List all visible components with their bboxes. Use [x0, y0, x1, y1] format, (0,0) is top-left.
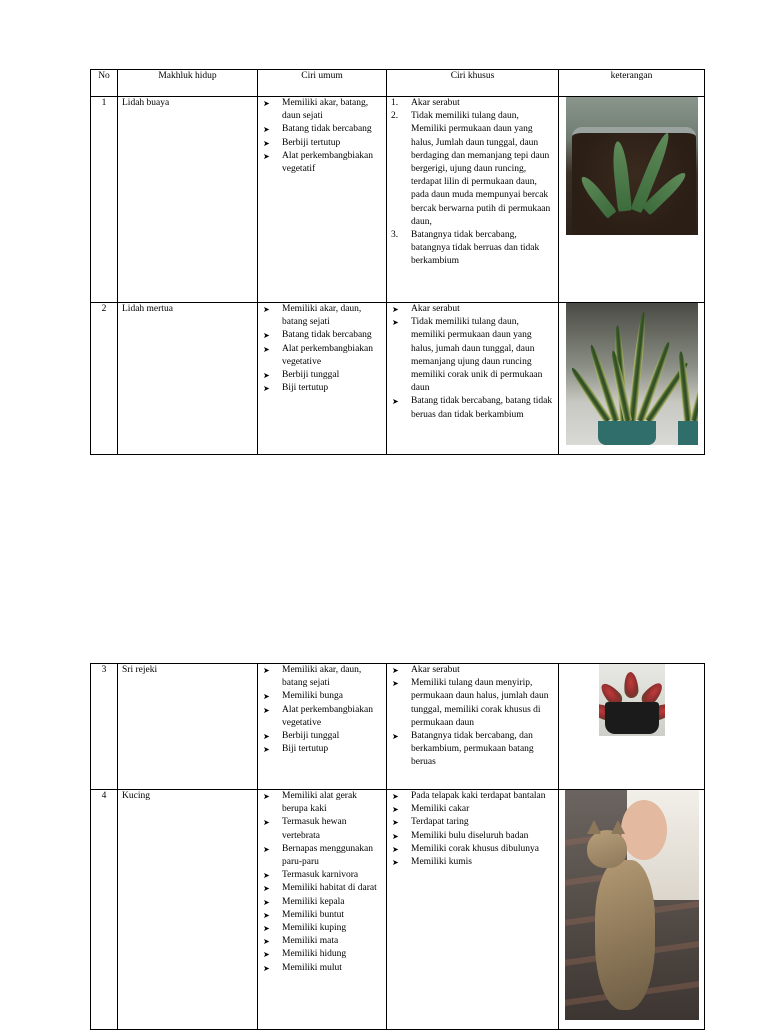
specific-traits	[387, 790, 559, 1030]
list-item: ➤ Biji tertutup	[262, 382, 382, 395]
list-item: ➤ Alat perkembangbiakan vegetative	[262, 343, 382, 369]
list-item: ➤ Pada telapak kaki terdapat bantalan	[391, 790, 554, 803]
table-row	[91, 97, 705, 303]
list-item: ➤ Memiliki hidung	[262, 948, 382, 961]
characteristics-table-page-2	[90, 663, 705, 1030]
list-item: ➤ Terdapat taring	[391, 816, 554, 829]
table-row	[91, 303, 705, 455]
snake-plant-photo	[566, 303, 698, 445]
specific-traits	[387, 664, 559, 790]
list-item: ➤ Memiliki kuping	[262, 922, 382, 935]
list-item: ➤ Bernapas menggunakan paru-paru	[262, 843, 382, 869]
list-item: ➤ Memiliki akar, batang, daun sejati	[262, 97, 382, 123]
list-item: ➤ Memiliki mata	[262, 935, 382, 948]
list-item: ➤ Berbiji tunggal	[262, 369, 382, 382]
row-number: 1	[91, 97, 118, 303]
general-traits	[258, 664, 387, 790]
list-item: ➤ Memiliki bulu diseluruh badan	[391, 830, 554, 843]
list-item: ➤ Berbiji tunggal	[262, 730, 382, 743]
aglaonema-photo	[599, 664, 665, 736]
organism-name: Lidah mertua	[118, 303, 258, 455]
list-item: ➤ Berbiji tertutup	[262, 137, 382, 150]
list-item: Akar serabut	[411, 98, 460, 108]
list-item: Tidak memiliki tulang daun, Memiliki permukaan daun yang halus, Jumlah daun tunggal, daun berdaging dan memanjang tepi daun bergerigi, ujung daun runcing, terdapat lilin di permukaan daun, pada daun muda mempunyai bercak bercak berwarna putih di permukaan daun,	[411, 111, 551, 227]
list-item: ➤ Memiliki kumis	[391, 856, 554, 869]
list-item: ➤ Memiliki bunga	[262, 690, 382, 703]
header-ciri-khusus: Ciri khusus	[387, 70, 559, 97]
photo-cell	[559, 790, 705, 1030]
characteristics-table-page-1	[90, 69, 705, 455]
list-item: ➤ Batang tidak bercabang	[262, 123, 382, 136]
header-makhluk-hidup: Makhluk hidup	[118, 70, 258, 97]
list-item: ➤ Memiliki akar, daun, batang sejati	[262, 664, 382, 690]
list-item: ➤ Akar serabut	[391, 303, 554, 316]
list-item: ➤ Termasuk hewan vertebrata	[262, 816, 382, 842]
aloe-vera-photo	[566, 97, 698, 235]
list-item: ➤ Batang tidak bercabang, batang tidak beruas dan tidak berkambium	[391, 395, 554, 421]
header-ciri-umum: Ciri umum	[258, 70, 387, 97]
list-item: ➤ Memiliki habitat di darat	[262, 882, 382, 895]
specific-traits	[387, 97, 559, 303]
row-number: 3	[91, 664, 118, 790]
list-item: ➤ Batang tidak bercabang	[262, 329, 382, 342]
list-item: ➤ Memiliki corak khusus dibulunya	[391, 843, 554, 856]
list-item: ➤ Memiliki cakar	[391, 803, 554, 816]
organism-name: Kucing	[118, 790, 258, 1030]
specific-traits	[387, 303, 559, 455]
photo-cell	[559, 664, 705, 790]
organism-name: Lidah buaya	[118, 97, 258, 303]
organism-name: Sri rejeki	[118, 664, 258, 790]
list-item: ➤ Tidak memiliki tulang daun, memiliki permukaan daun yang halus, jumah daun tunggal, daun memanjang ujung daun runcing memiliki corak unik di permukaan daun	[391, 316, 554, 395]
list-item: ➤ Alat perkembangbiakan vegetative	[262, 704, 382, 730]
list-item: ➤ Biji tertutup	[262, 743, 382, 756]
general-traits	[258, 97, 387, 303]
general-traits	[258, 790, 387, 1030]
list-item: ➤ Memiliki tulang daun menyirip, permukaan daun halus, jumlah daun tunggal, memiliki corak khusus di permukaan daun	[391, 677, 554, 730]
list-item: ➤ Memiliki mulut	[262, 962, 382, 975]
list-item: ➤ Memiliki buntut	[262, 909, 382, 922]
list-item: ➤ Alat perkembangbiakan vegetatif	[262, 150, 382, 176]
list-item: ➤ Memiliki akar, daun, batang sejati	[262, 303, 382, 329]
row-number: 4	[91, 790, 118, 1030]
list-item: ➤ Akar serabut	[391, 664, 554, 677]
header-no: No	[91, 70, 118, 97]
list-item: Batangnya tidak bercabang, batangnya tidak berruas dan tidak berkambium	[411, 230, 540, 267]
table-row	[91, 790, 705, 1030]
table-row	[91, 664, 705, 790]
photo-cell	[559, 97, 705, 303]
list-item: ➤ Memiliki kepala	[262, 896, 382, 909]
row-number: 2	[91, 303, 118, 455]
table-header-row	[91, 70, 705, 97]
general-traits	[258, 303, 387, 455]
cat-photo	[565, 790, 699, 1020]
photo-cell	[559, 303, 705, 455]
list-item: ➤ Batangnya tidak bercabang, dan berkambium, permukaan batang beruas	[391, 730, 554, 770]
list-item: ➤ Termasuk karnivora	[262, 869, 382, 882]
list-item: ➤ Memiliki alat gerak berupa kaki	[262, 790, 382, 816]
header-keterangan: keterangan	[559, 70, 705, 97]
